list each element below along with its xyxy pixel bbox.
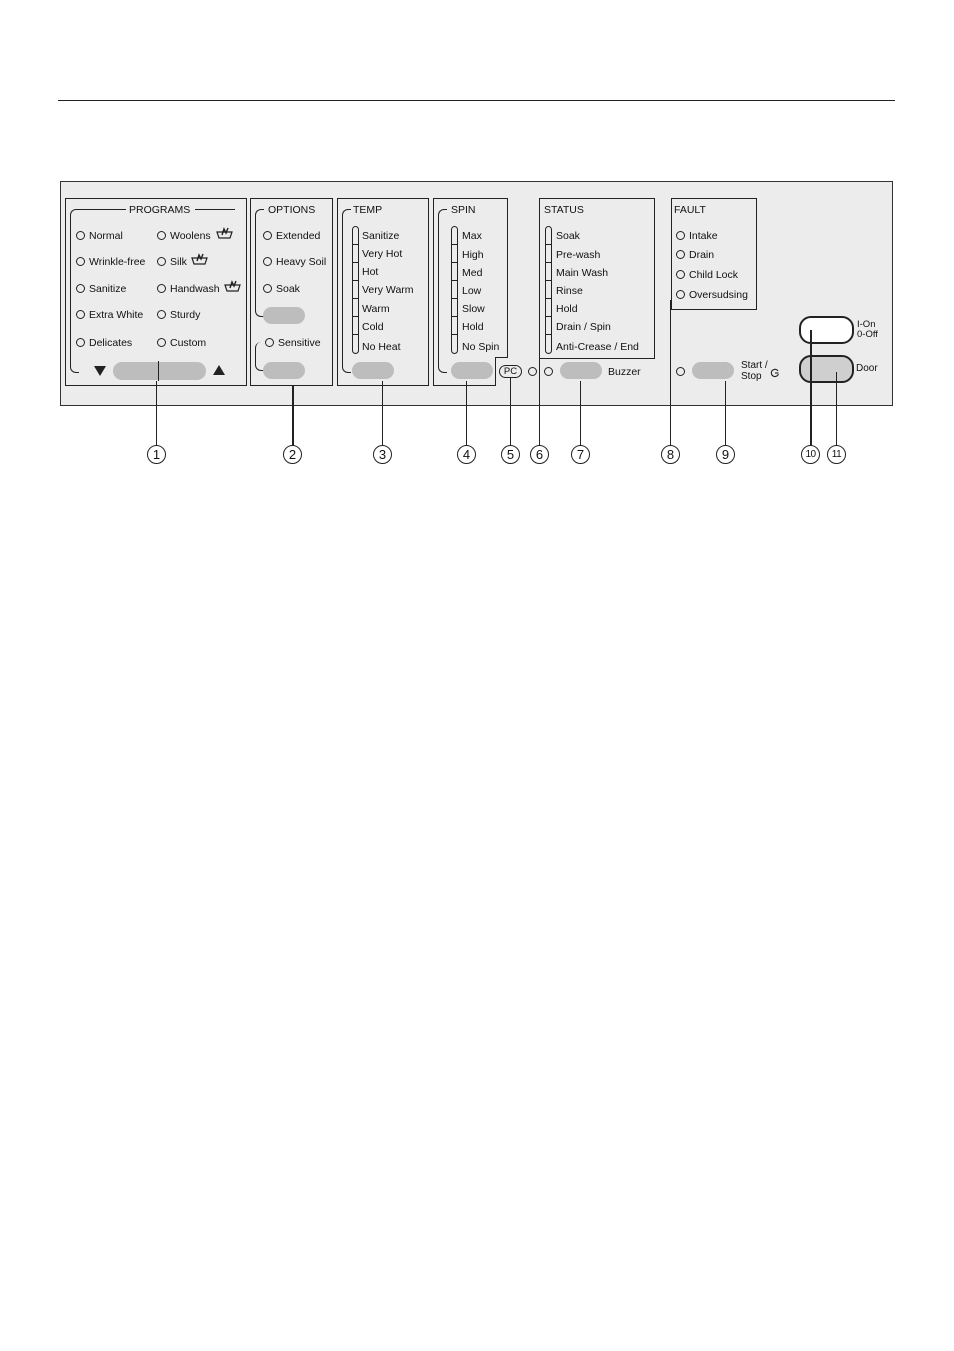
spin-heading: SPIN bbox=[451, 204, 476, 216]
program-led bbox=[157, 338, 166, 347]
programs-heading: PROGRAMS bbox=[129, 204, 191, 216]
door-button[interactable] bbox=[799, 355, 854, 383]
fault-label: Intake bbox=[689, 230, 718, 242]
fault-heading: FAULT bbox=[674, 204, 706, 216]
program-led bbox=[157, 257, 166, 266]
program-label: Handwash bbox=[170, 283, 220, 295]
sensitive-button[interactable] bbox=[263, 362, 305, 379]
callout-line-5 bbox=[510, 378, 511, 445]
handwash-tub-icon bbox=[216, 227, 233, 239]
temp-label: Cold bbox=[362, 321, 384, 333]
power-label-line1: I-On bbox=[857, 319, 876, 330]
temp-label: No Heat bbox=[362, 341, 401, 353]
temp-button[interactable] bbox=[352, 362, 394, 379]
fault-led bbox=[676, 250, 685, 259]
callout-line-3 bbox=[382, 381, 383, 445]
program-led bbox=[157, 310, 166, 319]
power-button[interactable] bbox=[799, 316, 854, 344]
program-led bbox=[157, 231, 166, 240]
program-selector-button[interactable] bbox=[113, 362, 206, 380]
callout-2: 2 bbox=[283, 445, 302, 464]
callout-line-4 bbox=[466, 381, 467, 445]
options-button[interactable] bbox=[263, 307, 305, 324]
program-label: Delicates bbox=[89, 337, 133, 349]
status-label: Main Wash bbox=[556, 267, 609, 279]
up-triangle-icon bbox=[213, 365, 225, 375]
callout-line-2 bbox=[292, 386, 294, 445]
program-led bbox=[76, 231, 85, 240]
program-label: Sturdy bbox=[170, 309, 201, 321]
start-stop-label-line2: Stop bbox=[741, 371, 762, 382]
status-label: Anti-Crease / End bbox=[556, 341, 639, 353]
program-label: Extra White bbox=[89, 309, 144, 321]
handwash-tub-icon bbox=[224, 280, 241, 292]
power-label-line2: 0-Off bbox=[857, 329, 878, 340]
status-label: Rinse bbox=[556, 285, 583, 297]
delay-start-icon bbox=[770, 368, 780, 378]
control-panel bbox=[60, 181, 893, 406]
options-heading: OPTIONS bbox=[268, 204, 316, 216]
option-label: Soak bbox=[276, 283, 300, 295]
program-label: Sanitize bbox=[89, 283, 127, 295]
sensitive-led bbox=[265, 338, 274, 347]
program-led bbox=[76, 338, 85, 347]
pc-port: PC bbox=[499, 365, 522, 378]
callout-3: 3 bbox=[373, 445, 392, 464]
sensitive-label: Sensitive bbox=[278, 337, 321, 349]
temp-label: Sanitize bbox=[362, 230, 400, 242]
program-label: Custom bbox=[170, 337, 207, 349]
spin-label: Hold bbox=[462, 321, 484, 333]
callout-line-11 bbox=[836, 372, 837, 445]
door-label: Door bbox=[856, 363, 878, 374]
fault-led bbox=[676, 231, 685, 240]
callout-10: 10 bbox=[801, 445, 820, 464]
fault-led bbox=[676, 290, 685, 299]
program-led bbox=[76, 257, 85, 266]
option-led bbox=[263, 284, 272, 293]
temp-label: Very Warm bbox=[362, 284, 414, 296]
status-label: Drain / Spin bbox=[556, 321, 611, 333]
option-label: Heavy Soil bbox=[276, 256, 327, 268]
callout-6: 6 bbox=[530, 445, 549, 464]
spin-label: Max bbox=[462, 230, 482, 242]
option-led bbox=[263, 257, 272, 266]
temp-label: Warm bbox=[362, 303, 390, 315]
fault-label: Drain bbox=[689, 249, 715, 261]
program-label: Woolens bbox=[170, 230, 211, 242]
callout-11: 11 bbox=[827, 445, 846, 464]
fault-led bbox=[676, 270, 685, 279]
callout-line-1 bbox=[156, 381, 157, 445]
program-label: Silk bbox=[170, 256, 187, 268]
top-rule bbox=[58, 100, 895, 101]
spin-label: No Spin bbox=[462, 341, 500, 353]
status-label: Hold bbox=[556, 303, 578, 315]
callout-7: 7 bbox=[571, 445, 590, 464]
callout-5: 5 bbox=[501, 445, 520, 464]
callout-1: 1 bbox=[147, 445, 166, 464]
start-stop-label-line1: Start / bbox=[741, 360, 768, 371]
spin-label: Slow bbox=[462, 303, 485, 315]
option-label: Extended bbox=[276, 230, 321, 242]
option-led bbox=[263, 231, 272, 240]
callout-4: 4 bbox=[457, 445, 476, 464]
status-label: Pre-wash bbox=[556, 249, 601, 261]
program-led bbox=[157, 284, 166, 293]
status-heading: STATUS bbox=[544, 204, 584, 216]
callout-line-7 bbox=[580, 381, 581, 445]
program-label: Wrinkle-free bbox=[89, 256, 146, 268]
temp-label: Very Hot bbox=[362, 248, 403, 260]
buzzer-button[interactable] bbox=[560, 362, 602, 379]
callout-line-9 bbox=[725, 381, 726, 445]
temp-label: Hot bbox=[362, 266, 379, 278]
temp-heading: TEMP bbox=[353, 204, 383, 216]
program-led bbox=[76, 310, 85, 319]
spin-label: Med bbox=[462, 267, 483, 279]
spin-label: High bbox=[462, 249, 484, 261]
pc-led bbox=[528, 367, 537, 376]
start-stop-button[interactable] bbox=[692, 362, 734, 379]
spin-button[interactable] bbox=[451, 362, 493, 379]
start-stop-led bbox=[676, 367, 685, 376]
status-label: Soak bbox=[556, 230, 580, 242]
program-selector-divider bbox=[158, 361, 159, 381]
handwash-tub-icon bbox=[191, 253, 208, 265]
program-label: Normal bbox=[89, 230, 123, 242]
program-led bbox=[76, 284, 85, 293]
fault-label: Oversudsing bbox=[689, 289, 748, 301]
spin-label: Low bbox=[462, 285, 482, 297]
down-triangle-icon bbox=[94, 366, 106, 376]
callout-line-6 bbox=[539, 337, 540, 445]
buzzer-label: Buzzer bbox=[608, 366, 641, 378]
callout-8: 8 bbox=[661, 445, 680, 464]
callout-line-8 bbox=[670, 300, 671, 445]
buzzer-led bbox=[544, 367, 553, 376]
callout-9: 9 bbox=[716, 445, 735, 464]
callout-line-10 bbox=[810, 330, 812, 445]
fault-label: Child Lock bbox=[689, 269, 739, 281]
